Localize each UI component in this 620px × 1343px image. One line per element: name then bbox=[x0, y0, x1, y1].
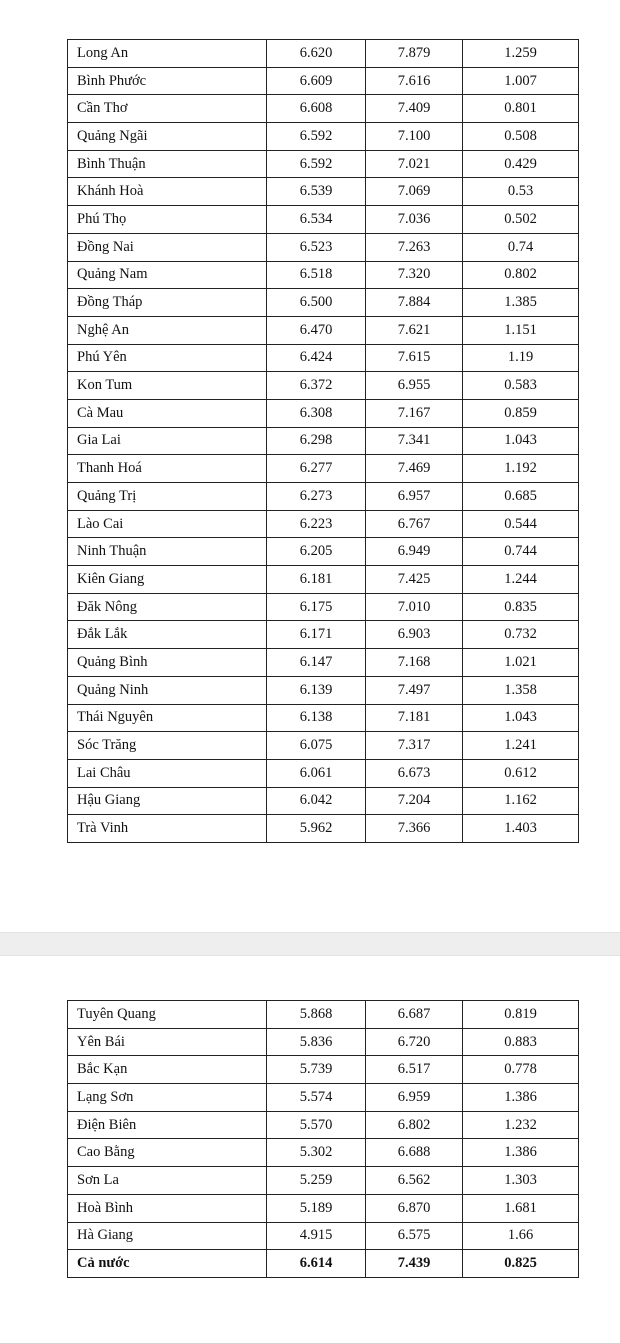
value-cell-3: 1.66 bbox=[463, 1222, 579, 1250]
value-cell-2: 7.621 bbox=[366, 316, 463, 344]
value-cell-3: 0.778 bbox=[463, 1056, 579, 1084]
table-row bbox=[68, 233, 579, 261]
value-cell-3: 1.162 bbox=[463, 787, 579, 815]
value-cell-1: 6.061 bbox=[267, 759, 366, 787]
value-cell-1: 6.609 bbox=[267, 67, 366, 95]
value-cell-1: 5.570 bbox=[267, 1111, 366, 1139]
value-cell-3: 1.244 bbox=[463, 566, 579, 594]
table-row bbox=[68, 483, 579, 511]
value-cell-3: 1.681 bbox=[463, 1194, 579, 1222]
province-cell: Bình Phước bbox=[68, 67, 267, 95]
table-row bbox=[68, 289, 579, 317]
value-cell-1: 6.277 bbox=[267, 455, 366, 483]
province-cell: Kiên Giang bbox=[68, 566, 267, 594]
value-cell-2: 7.879 bbox=[366, 40, 463, 68]
value-cell-3: 1.043 bbox=[463, 704, 579, 732]
table-row bbox=[68, 732, 579, 760]
value-cell-1: 6.534 bbox=[267, 206, 366, 234]
value-cell-3: 0.802 bbox=[463, 261, 579, 289]
table-row bbox=[68, 538, 579, 566]
value-cell-3: 1.385 bbox=[463, 289, 579, 317]
value-cell-2: 6.870 bbox=[366, 1194, 463, 1222]
value-cell-1: 6.539 bbox=[267, 178, 366, 206]
province-cell: Quảng Ngãi bbox=[68, 123, 267, 151]
value-cell-1: 5.302 bbox=[267, 1139, 366, 1167]
value-cell-1: 5.739 bbox=[267, 1056, 366, 1084]
table-row bbox=[68, 206, 579, 234]
province-cell: Gia Lai bbox=[68, 427, 267, 455]
value-cell-1: 6.372 bbox=[267, 372, 366, 400]
value-cell-3: 1.151 bbox=[463, 316, 579, 344]
table-row bbox=[68, 178, 579, 206]
province-cell: Long An bbox=[68, 40, 267, 68]
table-row bbox=[68, 510, 579, 538]
table-row bbox=[68, 40, 579, 68]
value-cell-2: 7.615 bbox=[366, 344, 463, 372]
value-cell-1: 6.470 bbox=[267, 316, 366, 344]
value-cell-3: 0.74 bbox=[463, 233, 579, 261]
value-cell-2: 6.575 bbox=[366, 1222, 463, 1250]
value-cell-2: 6.517 bbox=[366, 1056, 463, 1084]
value-cell-2: 7.320 bbox=[366, 261, 463, 289]
province-cell: Hậu Giang bbox=[68, 787, 267, 815]
table-row bbox=[68, 566, 579, 594]
table-row bbox=[68, 787, 579, 815]
value-cell-2: 7.167 bbox=[366, 399, 463, 427]
value-cell-3: 0.835 bbox=[463, 593, 579, 621]
table-row bbox=[68, 1028, 579, 1056]
table-row bbox=[68, 759, 579, 787]
value-cell-2: 7.341 bbox=[366, 427, 463, 455]
value-cell-1: 6.518 bbox=[267, 261, 366, 289]
value-cell-3: 0.612 bbox=[463, 759, 579, 787]
province-cell: Thái Nguyên bbox=[68, 704, 267, 732]
value-cell-2: 7.616 bbox=[366, 67, 463, 95]
value-cell-3: 1.259 bbox=[463, 40, 579, 68]
value-cell-2: 6.562 bbox=[366, 1167, 463, 1195]
value-cell-2: 7.100 bbox=[366, 123, 463, 151]
value-cell-3: 0.502 bbox=[463, 206, 579, 234]
value-cell-1: 5.189 bbox=[267, 1194, 366, 1222]
table-row bbox=[68, 344, 579, 372]
province-cell: Lào Cai bbox=[68, 510, 267, 538]
table-row bbox=[68, 399, 579, 427]
value-cell-1: 6.139 bbox=[267, 676, 366, 704]
province-cell: Kon Tum bbox=[68, 372, 267, 400]
page-separator bbox=[0, 932, 620, 956]
value-cell-1: 6.500 bbox=[267, 289, 366, 317]
value-cell-3: 0.744 bbox=[463, 538, 579, 566]
table-row bbox=[68, 67, 579, 95]
value-cell-3: 1.386 bbox=[463, 1084, 579, 1112]
table-row bbox=[68, 704, 579, 732]
value-cell-2: 7.317 bbox=[366, 732, 463, 760]
table-row bbox=[68, 150, 579, 178]
province-cell: Sóc Trăng bbox=[68, 732, 267, 760]
value-cell-2: 7.469 bbox=[366, 455, 463, 483]
province-cell: Đắk Lắk bbox=[68, 621, 267, 649]
value-cell-1: 5.962 bbox=[267, 815, 366, 843]
value-cell-2: 7.010 bbox=[366, 593, 463, 621]
value-cell-2: 6.767 bbox=[366, 510, 463, 538]
table-row bbox=[68, 1056, 579, 1084]
value-cell-3: 0.859 bbox=[463, 399, 579, 427]
value-cell-3: 1.386 bbox=[463, 1139, 579, 1167]
value-cell-1: 6.042 bbox=[267, 787, 366, 815]
province-cell: Bình Thuận bbox=[68, 150, 267, 178]
value-cell-3: 0.732 bbox=[463, 621, 579, 649]
value-cell-3: 1.021 bbox=[463, 649, 579, 677]
province-cell: Ninh Thuận bbox=[68, 538, 267, 566]
value-cell-2: 7.204 bbox=[366, 787, 463, 815]
province-cell: Cao Bằng bbox=[68, 1139, 267, 1167]
value-cell-3: 0.508 bbox=[463, 123, 579, 151]
province-cell: Lai Châu bbox=[68, 759, 267, 787]
table-row bbox=[68, 1139, 579, 1167]
value-cell-3: 0.583 bbox=[463, 372, 579, 400]
province-cell: Phú Thọ bbox=[68, 206, 267, 234]
value-cell-3: 0.544 bbox=[463, 510, 579, 538]
table-row bbox=[68, 95, 579, 123]
province-cell: Trà Vinh bbox=[68, 815, 267, 843]
value-cell-1: 6.424 bbox=[267, 344, 366, 372]
value-cell-3: 0.883 bbox=[463, 1028, 579, 1056]
score-table-part-2 bbox=[67, 1000, 579, 1278]
value-cell-2: 7.069 bbox=[366, 178, 463, 206]
province-cell: Cần Thơ bbox=[68, 95, 267, 123]
value-cell-3: 1.241 bbox=[463, 732, 579, 760]
value-cell-1: 5.868 bbox=[267, 1001, 366, 1029]
value-cell-1: 6.205 bbox=[267, 538, 366, 566]
value-cell-2: 7.366 bbox=[366, 815, 463, 843]
province-cell: Đăk Nông bbox=[68, 593, 267, 621]
value-cell-3: 1.232 bbox=[463, 1111, 579, 1139]
value-cell-1: 6.175 bbox=[267, 593, 366, 621]
value-cell-3: 1.043 bbox=[463, 427, 579, 455]
value-cell-3: 1.192 bbox=[463, 455, 579, 483]
value-cell-2: 6.955 bbox=[366, 372, 463, 400]
value-cell-2: 6.687 bbox=[366, 1001, 463, 1029]
table-row bbox=[68, 427, 579, 455]
table-row bbox=[68, 455, 579, 483]
value-cell-1: 5.574 bbox=[267, 1084, 366, 1112]
score-table-part-1 bbox=[67, 39, 579, 843]
value-cell-3: 0.819 bbox=[463, 1001, 579, 1029]
value-cell-1: 6.171 bbox=[267, 621, 366, 649]
province-cell: Cà Mau bbox=[68, 399, 267, 427]
province-cell: Đồng Tháp bbox=[68, 289, 267, 317]
province-cell: Nghệ An bbox=[68, 316, 267, 344]
value-cell-1: 6.620 bbox=[267, 40, 366, 68]
value-cell-1: 6.592 bbox=[267, 150, 366, 178]
value-cell-1: 6.298 bbox=[267, 427, 366, 455]
table-row bbox=[68, 593, 579, 621]
score-table-body bbox=[68, 40, 579, 843]
value-cell-2: 6.959 bbox=[366, 1084, 463, 1112]
value-cell-2: 6.903 bbox=[366, 621, 463, 649]
score-table-body bbox=[68, 1001, 579, 1250]
value-cell-2: 6.957 bbox=[366, 483, 463, 511]
value-cell-3: 1.19 bbox=[463, 344, 579, 372]
value-cell-2: 6.802 bbox=[366, 1111, 463, 1139]
province-cell: Đồng Nai bbox=[68, 233, 267, 261]
province-cell: Khánh Hoà bbox=[68, 178, 267, 206]
value-cell-3: 0.685 bbox=[463, 483, 579, 511]
value-cell-3: 0.825 bbox=[463, 1250, 579, 1278]
value-cell-1: 6.147 bbox=[267, 649, 366, 677]
province-cell: Sơn La bbox=[68, 1167, 267, 1195]
table-row bbox=[68, 649, 579, 677]
value-cell-3: 1.358 bbox=[463, 676, 579, 704]
value-cell-2: 7.021 bbox=[366, 150, 463, 178]
value-cell-1: 6.614 bbox=[267, 1250, 366, 1278]
province-cell: Quảng Trị bbox=[68, 483, 267, 511]
province-cell: Quảng Bình bbox=[68, 649, 267, 677]
value-cell-2: 7.497 bbox=[366, 676, 463, 704]
value-cell-1: 5.259 bbox=[267, 1167, 366, 1195]
value-cell-2: 7.425 bbox=[366, 566, 463, 594]
value-cell-2: 7.181 bbox=[366, 704, 463, 732]
table-row bbox=[68, 1111, 579, 1139]
province-cell: Tuyên Quang bbox=[68, 1001, 267, 1029]
value-cell-3: 1.403 bbox=[463, 815, 579, 843]
table-row bbox=[68, 316, 579, 344]
province-cell: Lạng Sơn bbox=[68, 1084, 267, 1112]
table-row bbox=[68, 1001, 579, 1029]
value-cell-3: 0.801 bbox=[463, 95, 579, 123]
value-cell-2: 7.036 bbox=[366, 206, 463, 234]
table-row bbox=[68, 1167, 579, 1195]
value-cell-2: 7.439 bbox=[366, 1250, 463, 1278]
province-cell: Quảng Nam bbox=[68, 261, 267, 289]
value-cell-1: 6.273 bbox=[267, 483, 366, 511]
value-cell-3: 0.53 bbox=[463, 178, 579, 206]
province-cell: Bắc Kạn bbox=[68, 1056, 267, 1084]
province-cell: Quảng Ninh bbox=[68, 676, 267, 704]
value-cell-2: 6.949 bbox=[366, 538, 463, 566]
value-cell-1: 6.181 bbox=[267, 566, 366, 594]
province-cell: Hà Giang bbox=[68, 1222, 267, 1250]
table-row bbox=[68, 1084, 579, 1112]
province-cell: Điện Biên bbox=[68, 1111, 267, 1139]
table-row bbox=[68, 261, 579, 289]
value-cell-1: 6.608 bbox=[267, 95, 366, 123]
province-cell: Hoà Bình bbox=[68, 1194, 267, 1222]
province-cell: Phú Yên bbox=[68, 344, 267, 372]
value-cell-2: 7.168 bbox=[366, 649, 463, 677]
table-row bbox=[68, 123, 579, 151]
province-cell: Thanh Hoá bbox=[68, 455, 267, 483]
value-cell-3: 1.303 bbox=[463, 1167, 579, 1195]
table-row bbox=[68, 372, 579, 400]
table-row bbox=[68, 621, 579, 649]
value-cell-3: 0.429 bbox=[463, 150, 579, 178]
table-row bbox=[68, 1194, 579, 1222]
value-cell-1: 6.523 bbox=[267, 233, 366, 261]
table-row bbox=[68, 815, 579, 843]
province-cell: Cả nước bbox=[68, 1250, 267, 1278]
value-cell-2: 7.884 bbox=[366, 289, 463, 317]
value-cell-1: 5.836 bbox=[267, 1028, 366, 1056]
national-total-row bbox=[68, 1250, 579, 1278]
table-row bbox=[68, 676, 579, 704]
value-cell-1: 6.223 bbox=[267, 510, 366, 538]
value-cell-2: 7.409 bbox=[366, 95, 463, 123]
value-cell-2: 6.673 bbox=[366, 759, 463, 787]
province-cell: Yên Bái bbox=[68, 1028, 267, 1056]
value-cell-1: 6.308 bbox=[267, 399, 366, 427]
table-row bbox=[68, 1222, 579, 1250]
value-cell-3: 1.007 bbox=[463, 67, 579, 95]
value-cell-1: 6.138 bbox=[267, 704, 366, 732]
value-cell-2: 7.263 bbox=[366, 233, 463, 261]
value-cell-1: 6.592 bbox=[267, 123, 366, 151]
value-cell-2: 6.688 bbox=[366, 1139, 463, 1167]
value-cell-1: 4.915 bbox=[267, 1222, 366, 1250]
value-cell-1: 6.075 bbox=[267, 732, 366, 760]
document-page-2 bbox=[0, 956, 620, 1343]
value-cell-2: 6.720 bbox=[366, 1028, 463, 1056]
